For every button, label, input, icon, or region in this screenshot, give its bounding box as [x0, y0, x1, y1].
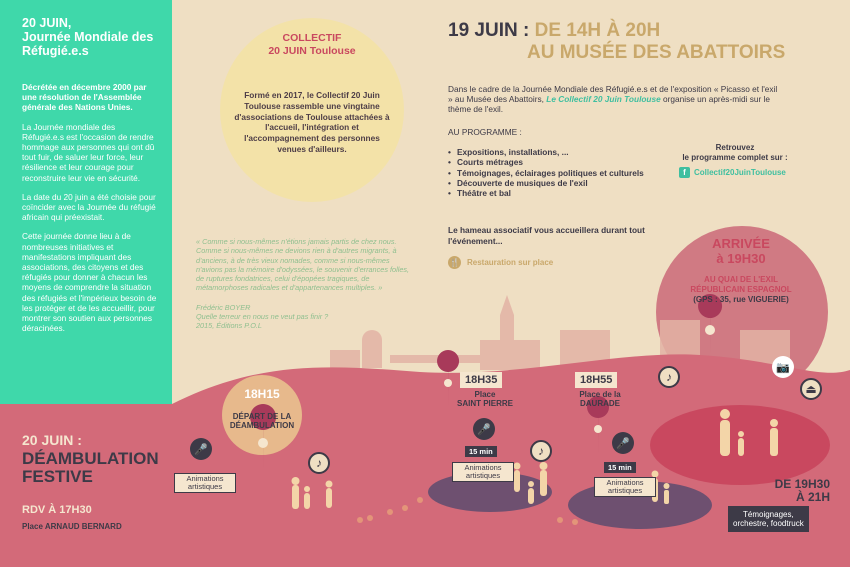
retrouvez-text: Retrouvez le programme complet sur :	[682, 143, 788, 162]
rdv-place: Place ARNAUD BERNARD	[22, 522, 122, 531]
left-info-column	[0, 0, 172, 404]
animations-tag: Animations artistiques	[452, 462, 514, 482]
collectif-title: COLLECTIF 20 JUIN Toulouse	[268, 32, 356, 57]
stop-depart-desc: DÉPART DE LA DÉAMBULATION	[229, 412, 295, 430]
header-date-line	[448, 20, 660, 42]
programme-item: • Témoignages, éclairages politiques et culturels	[448, 168, 648, 178]
left-paragraph-4: Cette journée donne lieu à de nombreuses initiatives et manifestations impliquant des associations, des citoyens et des réfugiés pour donner à chacun les moyens de comprendre la situation des réfugiés et l'impérieux besoin de les protéger et de les accueillir, pour montrer son soutien aux personnes déracinées.	[22, 231, 157, 334]
collectif-text: Formé en 2017, le Collectif 20 Juin Toulouse rassemble une vingtaine d'associations de Toulouse attachées à l'accueil, l'intégration et l'accompagnement des personnes venues d'ailleurs.	[234, 90, 390, 154]
rdv-time: RDV À 17H30	[22, 504, 92, 516]
facebook-icon: f	[679, 167, 690, 178]
music-note-icon: ♪	[308, 452, 330, 474]
intro-text-2: organise un après-midi sur le thème de l'exil.	[448, 94, 771, 115]
quote-author: Frédéric BOYER	[196, 302, 251, 312]
microphone-icon: 🎤	[473, 418, 495, 440]
left-paragraph-3: La date du 20 juin a été choisie pour coïncider avec la Journée du réfugié africain qui préexistait.	[22, 191, 156, 223]
programme-item: • Théâtre et bal	[448, 188, 648, 198]
facebook-label: Collectif20JuinToulouse	[694, 168, 786, 177]
programme-block	[448, 127, 648, 198]
header-date: 19 JUIN :	[448, 20, 535, 41]
hameau-text: Le hameau associatif vous accueillera durant tout l'événement...	[448, 225, 645, 246]
header-time: DE 14H À 20H	[534, 20, 661, 41]
quote-text: « Comme si nous-mêmes n'étions jamais partis de chez nous. Comme si nous-mêmes ne devions rien à d'autres migrants, à d'anciens, à de très vieux nomades, comme si nous-mêmes n'avions pas la mémoire d'odyssées, le souvenir d'errances folles, de ruptures fondatrices, celui d'épopées tragiques, de métamorphoses radicales et d'appartenances multiples. »	[196, 237, 410, 293]
music-note-icon: ♪	[658, 366, 680, 388]
intro-text	[448, 84, 778, 115]
arrivee-block	[666, 236, 816, 305]
camera-icon: 📷	[772, 356, 794, 378]
restauration-row	[448, 256, 553, 269]
stop-daurade-place: Place de la DAURADE	[579, 390, 621, 408]
animations-tag: Animations artistiques	[174, 473, 236, 493]
music-note-icon: ♪	[530, 440, 552, 462]
stop-saint-pierre-time: 18H35	[460, 372, 502, 388]
programme-item: • Courts métrages	[448, 157, 648, 167]
facebook-link[interactable]	[679, 167, 786, 178]
final-time: DE 19H30 À 21H	[774, 477, 830, 504]
deambulation-title: DÉAMBULATION FESTIVE	[22, 449, 159, 486]
quote-block	[196, 237, 410, 331]
left-title: 20 JUIN, Journée Mondiale des Réfugié.e.s	[22, 16, 154, 58]
final-tag: Témoignages, orchestre, foodtruck	[728, 506, 809, 532]
speaker-icon: ⏏	[800, 378, 822, 400]
programme-item: • Expositions, installations, ...	[448, 147, 648, 157]
left-paragraph-1: Décrétée en décembre 2000 par une résolution de l'Assemblée générale des Nations Unies.	[22, 82, 147, 113]
microphone-icon: 🎤	[612, 432, 634, 454]
quote-source: Quelle terreur en nous ne veut pas finir ? 2015, Éditions P.O.L	[196, 312, 329, 331]
stop-saint-pierre-place: Place SAINT PIERRE	[456, 390, 513, 408]
programme-heading: AU PROGRAMME :	[448, 127, 522, 137]
duration-tag: 15 min	[465, 446, 497, 457]
intro-text-1: Dans le cadre de la Journée Mondiale des Réfugié.e.s et de l'exposition « Picasso et l'exil » au Musée des Abattoirs,	[448, 84, 778, 105]
fork-knife-icon: 🍴	[449, 258, 460, 267]
intro-collectif: Le Collectif 20 Juin Toulouse	[546, 94, 661, 105]
arrivee-gps: (GPS : 35, rue VIGUERIE)	[693, 295, 789, 304]
animations-tag: Animations artistiques	[594, 477, 656, 497]
microphone-icon: 🎤	[190, 438, 212, 460]
programme-item: • Découverte de musiques de l'exil	[448, 178, 648, 188]
header-place: AU MUSÉE DES ABATTOIRS	[527, 42, 786, 63]
collectif-block	[220, 32, 404, 155]
stop-depart-time: 18H15	[244, 387, 280, 401]
stop-daurade-time: 18H55	[575, 372, 617, 388]
deambulation-date: 20 JUIN :	[22, 432, 82, 448]
restauration-label: Restauration sur place	[467, 258, 554, 267]
left-paragraph-2: La Journée mondiale des Réfugié.e.s est l'occasion de rendre hommage aux personnes qui ont dû tout fuir, de saluer leur force, leur résilience et leur courage pour reconstruire leur vie en sécurité.	[22, 121, 155, 183]
duration-tag: 15 min	[604, 462, 636, 473]
stop-depart	[224, 387, 300, 430]
arrivee-place: AU QUAI DE L'EXIL RÉPUBLICAIN ESPAGNOL	[690, 275, 792, 294]
arrivee-title: ARRIVÉE à 19H30	[712, 236, 770, 266]
